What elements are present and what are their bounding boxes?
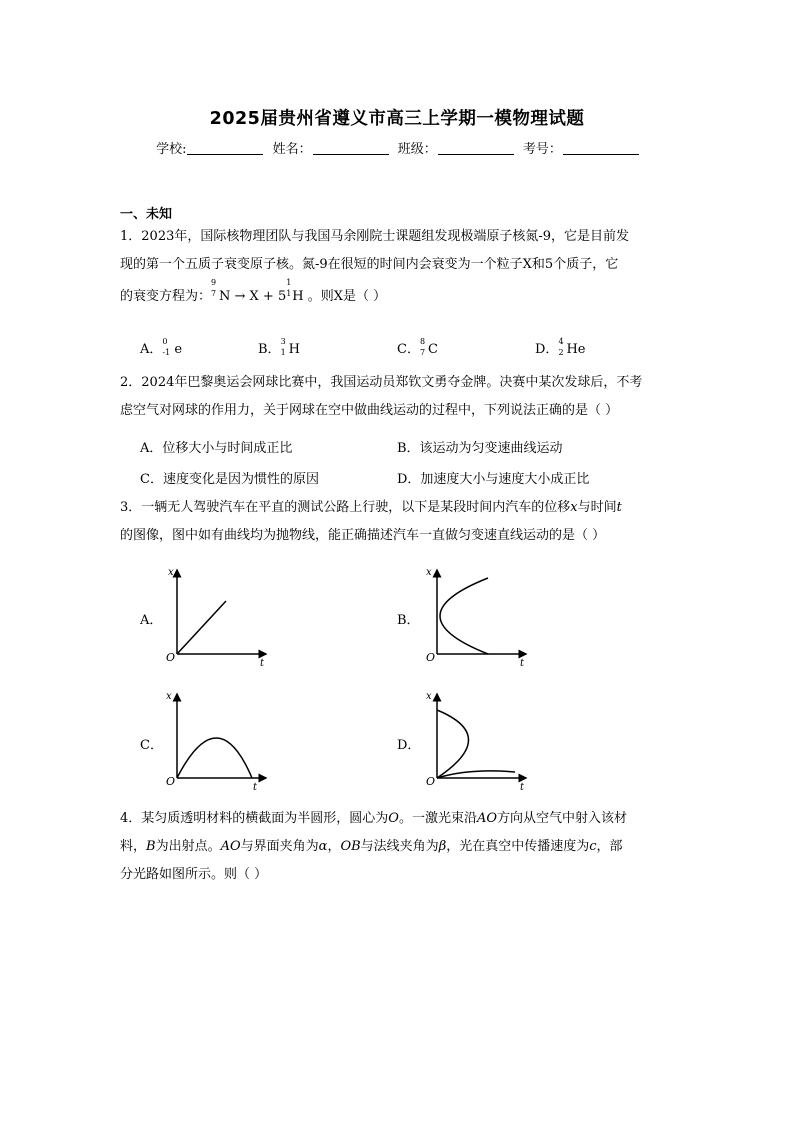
axis-x-label: x (168, 567, 174, 578)
question-4 (120, 805, 680, 889)
name-blank[interactable] (313, 142, 389, 155)
q3-graph-a[interactable] (160, 562, 280, 672)
q3-option-d-label[interactable]: D． (397, 738, 421, 753)
q1-option-b[interactable]: B． 3 1 H (258, 337, 300, 357)
number-label: 考号： (522, 142, 562, 157)
axis-x-label: x (166, 691, 172, 702)
q4-line-2: 料，B为出射点。AO与界面夹角为α，OB与法线夹角为β，光在真空中传播速度为c，部 (120, 839, 623, 854)
q2-option-d[interactable]: D．加速度大小与速度大小成正比 (397, 472, 590, 487)
q3-graph-d[interactable] (420, 686, 540, 796)
number-blank[interactable] (563, 142, 639, 155)
origin-label: O (426, 775, 436, 788)
axis-x-label: x (426, 691, 432, 702)
name-label: 姓名： (272, 142, 312, 157)
axis-x-label: x (426, 567, 432, 578)
section-heading: 一、未知 (120, 207, 173, 222)
axis-t-label: t (253, 782, 258, 793)
axis-t-label: t (260, 658, 265, 669)
axis-t-label: t (520, 658, 525, 669)
q1-line-1: 1．2023年，国际核物理团队与我国马余刚院士课题组发现极端原子核氮-9，它是目前发 (120, 229, 630, 244)
q2-option-c[interactable]: C．速度变化是因为惯性的原因 (140, 472, 319, 487)
q3-option-c-label[interactable]: C． (140, 738, 163, 753)
question-2 (120, 369, 680, 425)
origin-label: O (166, 775, 176, 788)
q1-line-3: 的衰变方程为： 9 7 N → X + 5 1 1 H 。则X是（ ） (120, 278, 387, 304)
page-title: 2025届贵州省遵义市高三上学期一模物理试题 (209, 109, 585, 129)
q2-line-1: 2．2024年巴黎奥运会网球比赛中，我国运动员郑钦文勇夺金牌。决赛中某次发球后，不考 (120, 375, 643, 390)
school-blank[interactable] (187, 142, 263, 155)
q1-option-a[interactable]: A． 0 -1 e (140, 337, 183, 357)
origin-label: O (426, 651, 436, 664)
q1-option-c[interactable]: C． 8 7 C (397, 337, 438, 357)
q3-line-2: 的图像，图中如有曲线均为抛物线，能正确描述汽车一直做匀变速直线运动的是（ ） (120, 528, 606, 543)
question-3 (120, 494, 680, 550)
q2-option-a[interactable]: A．位移大小与时间成正比 (140, 441, 293, 456)
q3-line-1: 3．一辆无人驾驶汽车在平直的测试公路上行驶，以下是某段时间内汽车的位移x与时间t (120, 500, 622, 515)
q3-graph-c[interactable] (160, 686, 280, 796)
decay-equation: N → X + 5 (219, 289, 287, 304)
student-info-line (0, 138, 794, 157)
q4-line-1: 4．某匀质透明材料的横截面为半圆形，圆心为O。一激光束沿AO方向从空气中射入该材 (120, 811, 628, 826)
q4-line-3: 分光路如图所示。则（ ） (120, 867, 268, 882)
q3-graph-b[interactable] (420, 562, 540, 672)
q1-option-d[interactable]: D． 4 2 He (535, 337, 586, 357)
q2-line-2: 虑空气对网球的作用力，关于网球在空中做曲线运动的过程中，下列说法正确的是（ ） (120, 403, 619, 418)
q2-option-b[interactable]: B．该运动为匀变速曲线运动 (397, 441, 563, 456)
q3-option-a-label[interactable]: A． (140, 613, 163, 628)
school-label: 学校: (156, 142, 187, 157)
class-label: 班级： (397, 142, 437, 157)
origin-label: O (166, 651, 176, 664)
class-blank[interactable] (438, 142, 514, 155)
axis-t-label: t (520, 782, 525, 793)
q3-option-b-label[interactable]: B． (397, 613, 420, 628)
question-1 (120, 223, 680, 311)
q1-line-2: 现的第一个五质子衰变原子核。氮-9在很短的时间内会衰变为一个粒子X和5个质子，它 (120, 257, 619, 272)
